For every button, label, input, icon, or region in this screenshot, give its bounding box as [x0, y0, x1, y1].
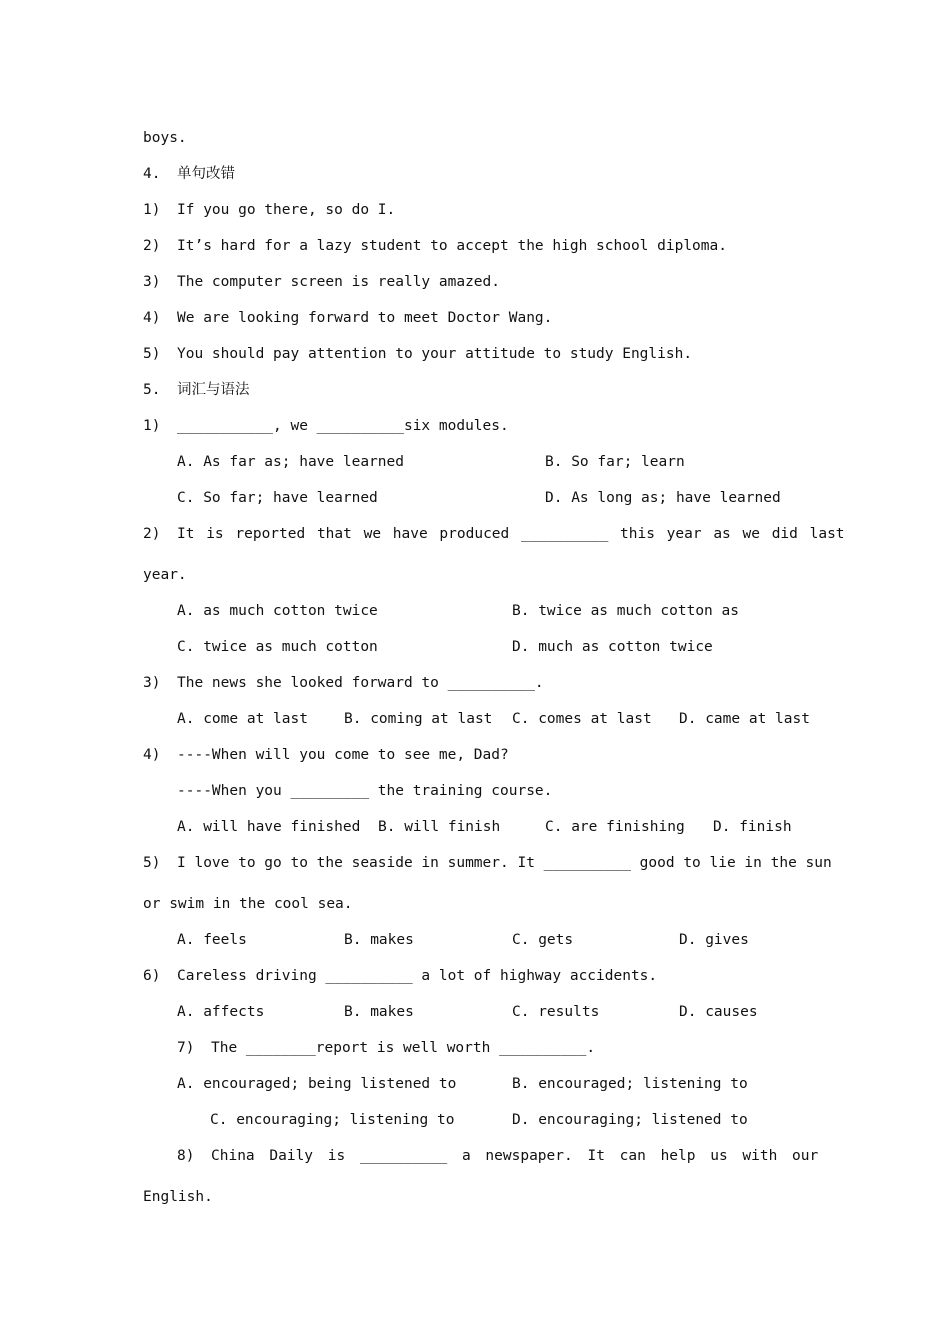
option-b: B. encouraged; listening to — [512, 1076, 748, 1092]
section-number: 5. — [143, 382, 161, 398]
question-continuation: year. — [143, 567, 187, 583]
question-text: China Daily is __________ a newspaper. It can help us with our — [211, 1148, 819, 1164]
question-number: 8) — [177, 1148, 195, 1164]
option-b: B. twice as much cotton as — [512, 603, 739, 619]
option-a: A. will have finished — [177, 819, 361, 835]
question — [143, 745, 806, 765]
option-d: D. causes — [679, 1004, 758, 1020]
question-number: 4) — [143, 310, 161, 326]
option-a: A. As far as; have learned — [177, 454, 404, 470]
option-d: D. finish — [713, 819, 792, 835]
question-number: 4) — [143, 747, 161, 763]
question — [143, 416, 806, 436]
section-heading — [143, 164, 806, 184]
option-a: A. come at last — [177, 711, 308, 727]
question-text: Careless driving __________ a lot of highway accidents. — [177, 968, 658, 984]
question — [143, 344, 806, 364]
question-number: 6) — [143, 968, 161, 984]
dialogue-reply: ----When you _________ the training course. — [177, 783, 553, 799]
text-line: boys. — [143, 130, 187, 146]
question-text: It is reported that we have produced __________ this year as we did last — [177, 526, 845, 542]
option-c: C. results — [512, 1004, 600, 1020]
option-d: D. much as cotton twice — [512, 639, 713, 655]
question-number: 3) — [143, 274, 161, 290]
question-text: The news she looked forward to __________. — [177, 675, 544, 691]
question-text: You should pay attention to your attitude to study English. — [177, 346, 693, 362]
option-b: B. coming at last — [344, 711, 493, 727]
option-d: D. gives — [679, 932, 749, 948]
question-number: 1) — [143, 418, 161, 434]
option-a: A. as much cotton twice — [177, 603, 378, 619]
question — [143, 524, 845, 544]
question — [143, 673, 806, 693]
question — [143, 853, 832, 873]
option-b: B. makes — [344, 1004, 414, 1020]
question-number: 2) — [143, 238, 161, 254]
option-d: D. came at last — [679, 711, 810, 727]
option-c: C. encouraging; listening to — [210, 1112, 455, 1128]
section-title: 单句改错 — [177, 166, 235, 182]
question-text: If you go there, so do I. — [177, 202, 396, 218]
question — [143, 272, 806, 292]
question-number: 1) — [143, 202, 161, 218]
question-text: The computer screen is really amazed. — [177, 274, 501, 290]
question-text: ___________, we __________six modules. — [177, 418, 509, 434]
option-d: D. As long as; have learned — [545, 490, 781, 506]
option-c: C. are finishing — [545, 819, 685, 835]
question-number: 5) — [143, 346, 161, 362]
question — [143, 200, 806, 220]
option-c: C. comes at last — [512, 711, 652, 727]
question — [143, 308, 806, 328]
question-continuation: English. — [143, 1189, 213, 1205]
question-number: 5) — [143, 855, 161, 871]
option-a: A. encouraged; being listened to — [177, 1076, 457, 1092]
option-b: B. makes — [344, 932, 414, 948]
section-heading — [143, 380, 806, 400]
option-c: C. twice as much cotton — [177, 639, 378, 655]
option-d: D. encouraging; listened to — [512, 1112, 748, 1128]
question-text: I love to go to the seaside in summer. It __________ good to lie in the sun — [177, 855, 832, 871]
question-text: It’s hard for a lazy student to accept the high school diploma. — [177, 238, 727, 254]
question-text: We are looking forward to meet Doctor Wang. — [177, 310, 553, 326]
question — [143, 966, 806, 986]
option-c: C. So far; have learned — [177, 490, 378, 506]
question-number: 7) — [177, 1040, 195, 1056]
option-b: B. So far; learn — [545, 454, 685, 470]
question-number: 3) — [143, 675, 161, 691]
section-number: 4. — [143, 166, 161, 182]
option-a: A. feels — [177, 932, 247, 948]
question — [143, 236, 806, 256]
section-title: 词汇与语法 — [177, 382, 250, 398]
question-number: 2) — [143, 526, 161, 542]
question-text: The ________report is well worth __________. — [211, 1040, 596, 1056]
question — [177, 1038, 806, 1058]
question-continuation: or swim in the cool sea. — [143, 896, 353, 912]
option-a: A. affects — [177, 1004, 265, 1020]
option-c: C. gets — [512, 932, 574, 948]
question-text: ----When will you come to see me, Dad? — [177, 747, 509, 763]
option-b: B. will finish — [378, 819, 501, 835]
question — [177, 1146, 819, 1166]
